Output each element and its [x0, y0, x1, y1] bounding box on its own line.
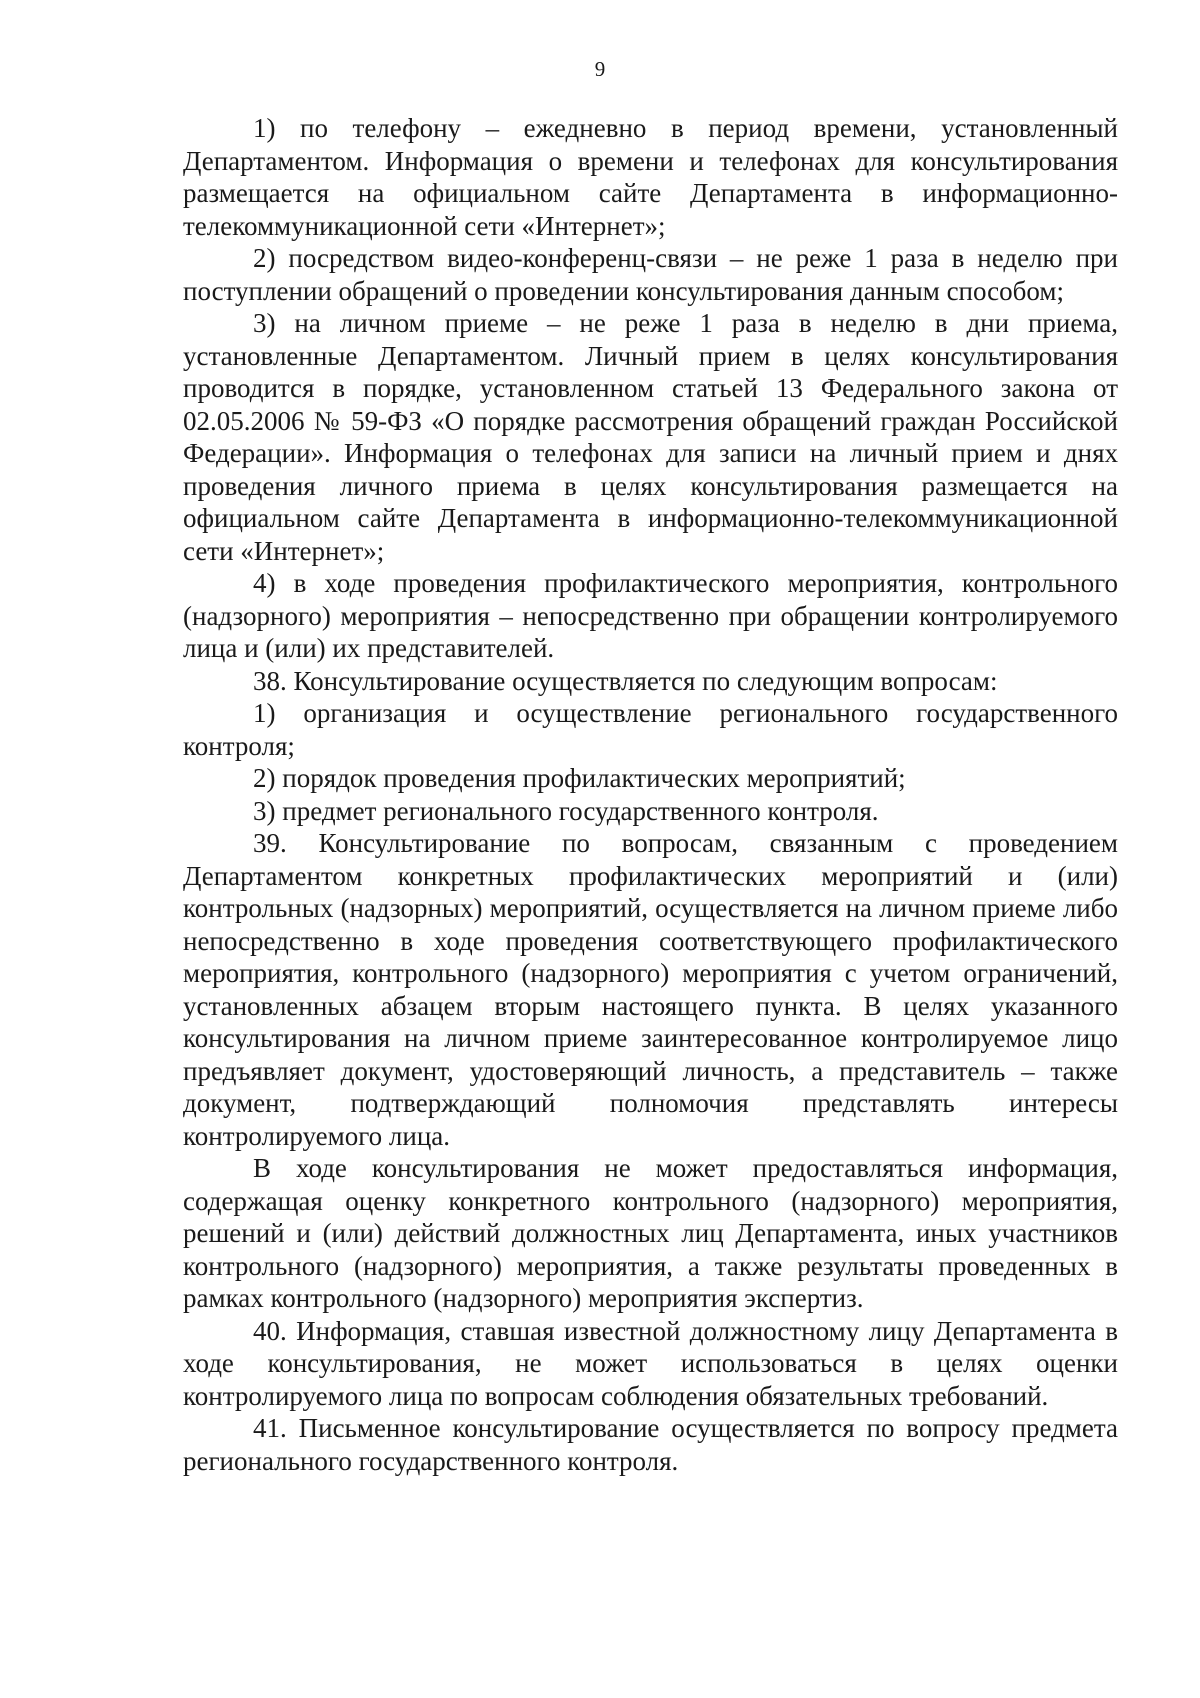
paragraph-clause-39: 39. Консультирование по вопросам, связанным с проведением Департаментом конкретных профилактических мероприятий и (или) контрольных (надзорных) мероприятий, осуществляется на личном приеме либо непосредственно в ходе проведения соответствующего профилактического мероприятия, контрольного (надзорного) мероприятия с учетом ограничений, установленных абзацем вторым настоящего пункта. В целях указанного консультирования на личном приеме заинтересованное контролируемое лицо предъявляет документ, удостоверяющий личность, а представитель – также документ, подтверждающий полномочия представлять интересы контролируемого лица.: [183, 828, 1118, 1151]
paragraph-clause-38: 38. Консультирование осуществляется по следующим вопросам:: [253, 665, 998, 696]
paragraph-clause-39-restriction: В ходе консультирования не может предоставляться информация, содержащая оценку конкретного контрольного (надзорного) мероприятия, решений и (или) действий должностных лиц Департамента, иных участников контрольного (надзорного) мероприятия, а также результаты проведенных в рамках контрольного (надзорного) мероприятия экспертиз.: [183, 1153, 1118, 1313]
document-body: [183, 112, 1118, 1477]
paragraph-clause-38-item-2: 2) порядок проведения профилактических мероприятий;: [253, 763, 906, 793]
page-number: 9: [594, 57, 606, 81]
paragraph-item-2-video: 2) посредством видео-конференц-связи – не реже 1 раза в неделю при поступлении обращений о проведении консультирования данным способом;: [183, 243, 1118, 306]
paragraph-item-3-personal: 3) на личном приеме – не реже 1 раза в неделю в дни приема, установленные Департаментом. Личный прием в целях консультирования проводится в порядке, установленном статьей 13 Федерального закона от 02.05.2006 № 59-ФЗ «О порядке рассмотрения обращений граждан Российской Федерации». Информация о телефонах для записи на личный прием и днях проведения личного приема в целях консультирования размещается на официальном сайте Департамента в информационно-телекоммуникационной сети «Интернет»;: [183, 308, 1118, 566]
paragraph-clause-38-item-1: 1) организация и осуществление регионального государственного контроля;: [183, 698, 1118, 761]
paragraph-clause-38-item-3: 3) предмет регионального государственного контроля.: [253, 795, 879, 826]
paragraph-item-1-phone: 1) по телефону – ежедневно в период времени, установленный Департаментом. Информация о времени и телефонах для консультирования размещается на официальном сайте Департамента в информационно-телекоммуникационной сети «Интернет»;: [183, 113, 1118, 241]
paragraph-clause-41: 41. Письменное консультирование осуществляется по вопросу предмета регионального государственного контроля.: [183, 1413, 1118, 1476]
paragraph-clause-40: 40. Информация, ставшая известной должностному лицу Департамента в ходе консультирования, не может использоваться в целях оценки контролируемого лица по вопросам соблюдения обязательных требований.: [183, 1315, 1118, 1411]
paragraph-item-4-event: 4) в ходе проведения профилактического мероприятия, контрольного (надзорного) мероприятия – непосредственно при обращении контролируемого лица и (или) их представителей.: [183, 568, 1118, 663]
